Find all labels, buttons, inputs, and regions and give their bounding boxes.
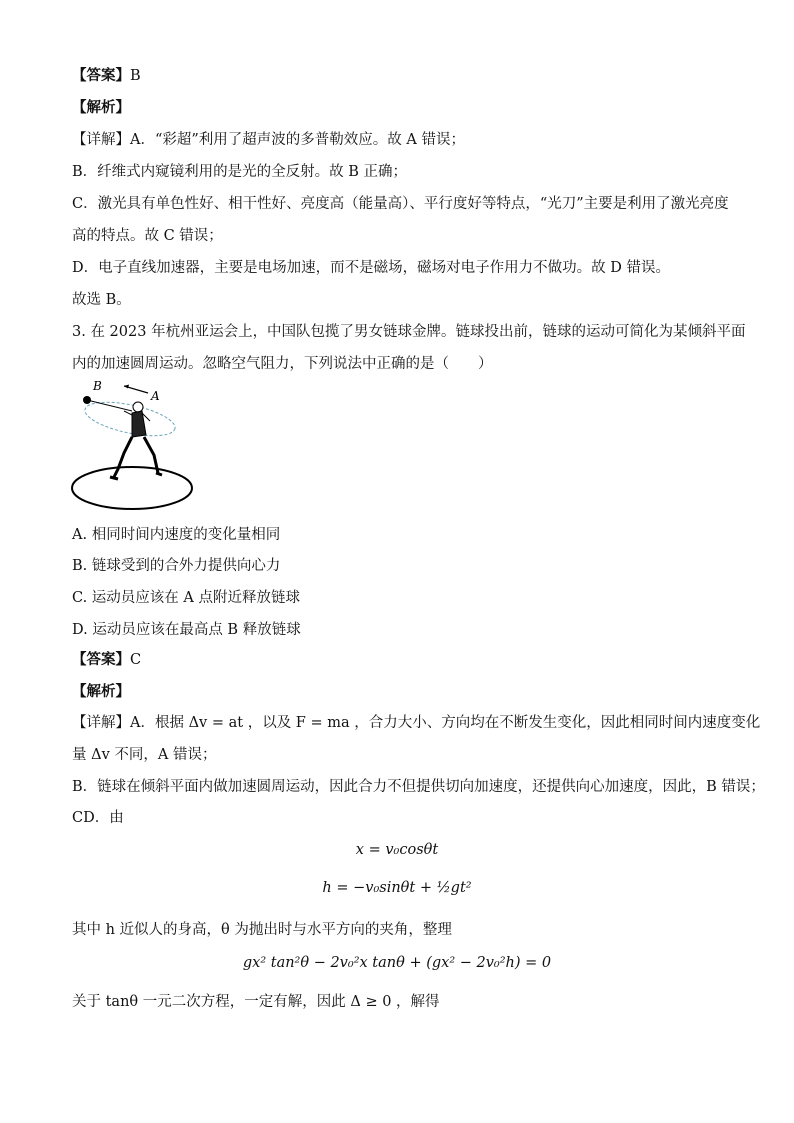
- equation-3: gx² tan²θ − 2v₀²x tanθ + (gx² − 2v₀²h) = 0: [242, 955, 552, 971]
- answer-value: B: [130, 68, 141, 84]
- answer-tag: 【答案】: [72, 651, 130, 668]
- option-a: A. 相同时间内速度的变化量相同: [72, 527, 281, 543]
- question-3-line2: 内的加速圆周运动。忽略空气阻力，下列说法中正确的是（ ）: [72, 356, 493, 372]
- answer-2: [72, 650, 141, 670]
- question-3-line1: 3. 在 2023 年杭州亚运会上，中国队包揽了男女链球金牌。链球投出前，链球的运动可简化为某倾斜平面: [72, 324, 746, 340]
- choose-1: 故选 B。: [72, 292, 131, 308]
- last-line: 关于 tanθ 一元二次方程，一定有解，因此 Δ ≥ 0 ，解得: [72, 994, 440, 1010]
- line-c-1a: C．激光具有单色性好、相干性好、亮度高（能量高）、平行度好等特点，“光刀”主要是利用了激光亮度: [72, 196, 729, 212]
- detail-1: 【详解】A．“彩超”利用了超声波的多普勒效应。故 A 错误；: [72, 132, 465, 148]
- detail-2c: B．链球在倾斜平面内做加速圆周运动，因此合力不但提供切向加速度，还提供向心加速度，因此，B 错误；: [72, 779, 765, 795]
- equation-2: h = −v₀sinθt + ½gt²: [322, 880, 472, 896]
- line-d-1: D．电子直线加速器，主要是电场加速，而不是磁场，磁场对电子作用力不做功。故 D 错误。: [72, 260, 670, 276]
- detail-2a: 【详解】A．根据 Δv = at ，以及 F = ma ，合力大小、方向均在不断发生变化，因此相同时间内速度变化: [72, 715, 761, 731]
- option-b: B. 链球受到的合外力提供向心力: [72, 558, 281, 574]
- note-line: 其中 h 近似人的身高，θ 为抛出时与水平方向的夹角，整理: [72, 922, 452, 938]
- detail-2b: 量 Δv 不同，A 错误；: [72, 747, 217, 763]
- option-c: C. 运动员应该在 A 点附近释放链球: [72, 590, 300, 606]
- detail-2d: CD．由: [72, 810, 124, 826]
- analysis-heading-2: 【解析】: [72, 683, 130, 700]
- option-d: D. 运动员应该在最高点 B 释放链球: [72, 622, 301, 638]
- hammer-throw-figure: [70, 377, 194, 511]
- label-b: B: [93, 379, 102, 393]
- answer-value: C: [130, 652, 142, 668]
- label-a: A: [151, 389, 160, 403]
- equation-1: x = v₀cosθt: [355, 842, 439, 858]
- answer-tag: 【答案】: [72, 67, 130, 84]
- analysis-heading-1: 【解析】: [72, 99, 130, 116]
- line-c-1b: 高的特点。故 C 错误；: [72, 228, 223, 244]
- answer-1: [72, 66, 141, 86]
- line-b-1: B．纤维式内窥镜利用的是光的全反射。故 B 正确；: [72, 164, 408, 180]
- throwing-circle: [72, 467, 192, 509]
- hammer-wire: [87, 400, 132, 411]
